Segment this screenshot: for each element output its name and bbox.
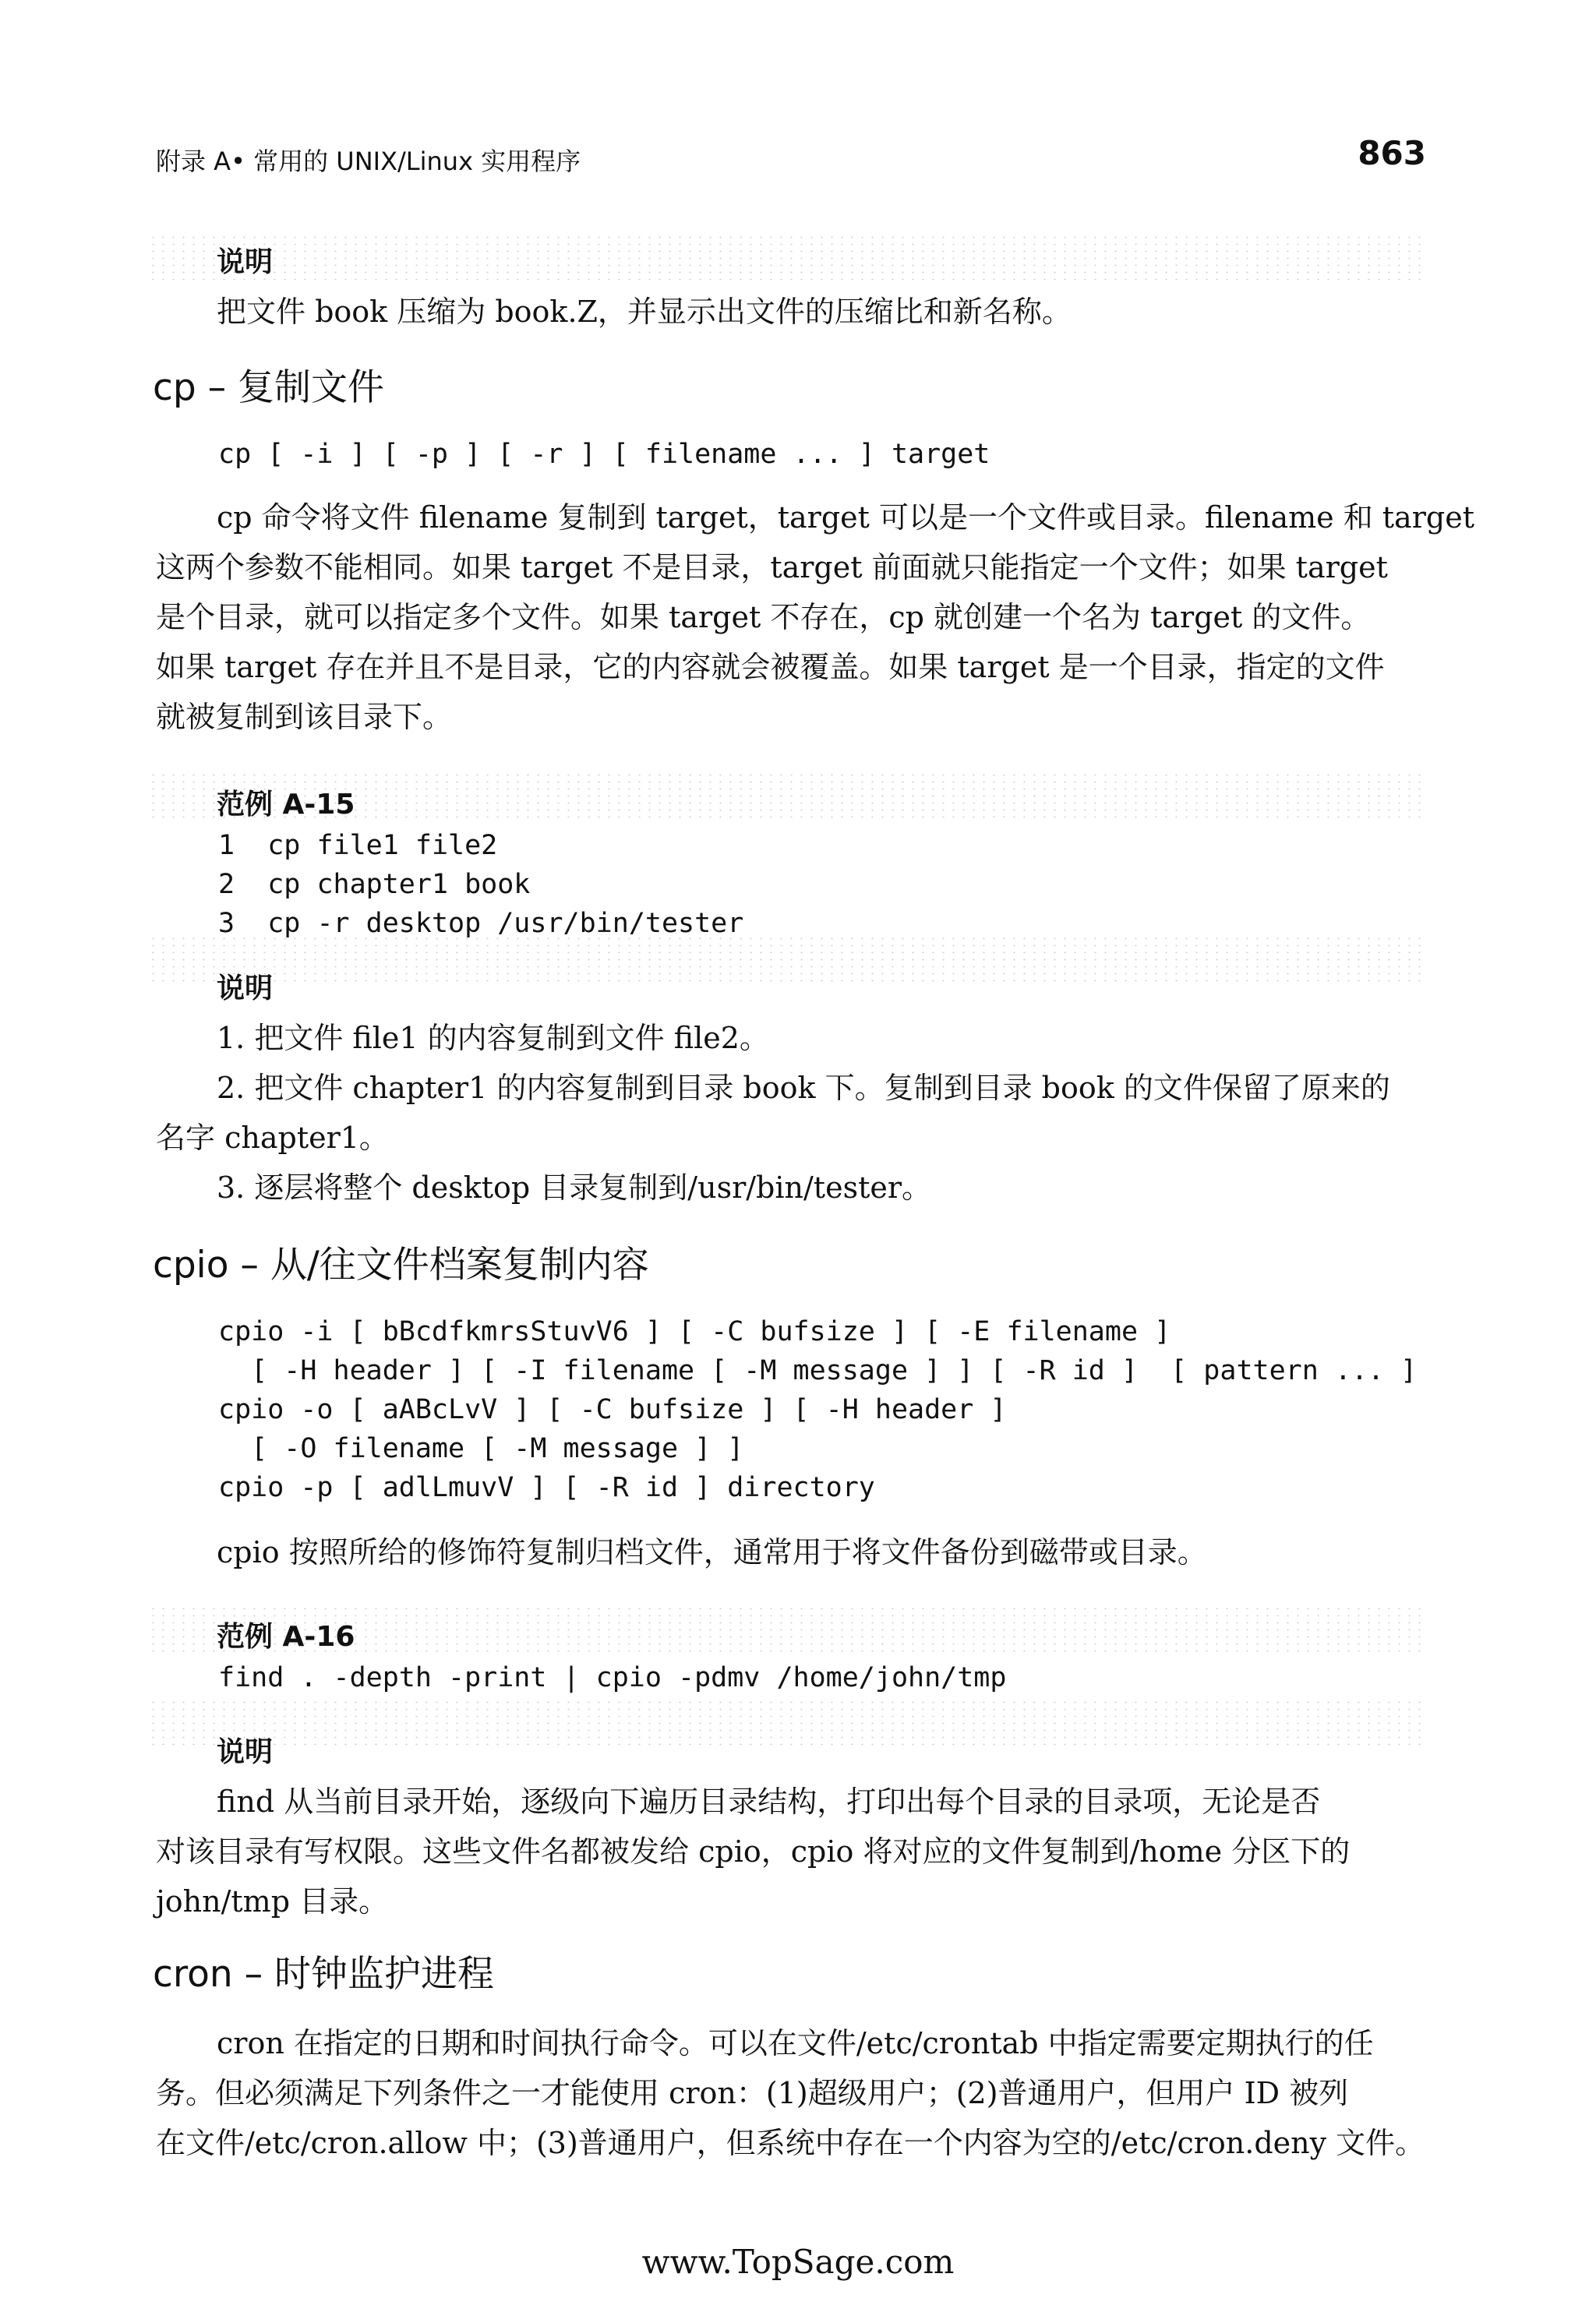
footer-watermark: www.TopSage.com (641, 2243, 955, 2281)
note-label: 说明 (217, 1736, 274, 1768)
command: cp -r desktop /usr/bin/tester (267, 908, 744, 939)
cpio-heading: cpio – 从/往文件档案复制内容 (153, 1244, 649, 1287)
cp-synopsis: cp [ -i ] [ -p ] [ -r ] [ filename ... ] target (218, 439, 990, 470)
running-title: 附录 A• 常用的 UNIX/Linux 实用程序 (156, 147, 581, 176)
example-label: 范例 A-15 (217, 789, 355, 821)
command: cp file1 file2 (267, 830, 498, 861)
cron-heading: cron – 时钟监护进程 (153, 1953, 495, 1996)
cp-heading: cp – 复制文件 (153, 366, 385, 409)
cpio-synopsis: cpio -i [ bBcdfkmrsStuvV6 ] [ -C bufsize ] [ -E filename ] [ -H header ] [ -I filename [ -M message ] ] [ -R id ] [ pattern ... ] cpio -o [ aABcLvV ] [ -C bufsize ] [ -H header ] [ -O filename [ -M message ] ] cpio -p [ adlLmuvV ] [ -R id ] directory (218, 1316, 1418, 1503)
command: cp chapter1 book (267, 869, 531, 900)
scan-noise (148, 1699, 1426, 1746)
cp-example-lines (218, 826, 743, 943)
cpio-example-command: find . -depth -print | cpio -pdmv /home/john/tmp (218, 1662, 1007, 1693)
scan-noise (148, 935, 1426, 982)
line-number: 3 (218, 908, 235, 939)
note-label: 说明 (217, 246, 274, 278)
running-header (156, 134, 1426, 181)
line-number: 1 (218, 830, 235, 861)
scan-noise (148, 234, 1426, 281)
cpio-description: cpio 按照所给的修饰符复制归档文件，通常用于将文件备份到磁带或目录。 (217, 1535, 1207, 1569)
cron-description: cron 在指定的日期和时间执行命令。可以在文件/etc/crontab 中指定需要定期执行的任 务。但必须满足下列条件之一才能使用 cron：(1)超级用户；(2)普通用户，但用户 ID 被列 在文件/etc/cron.allow 中；(3)普通用户，但系统中存在一个内容为空的/etc/cron.deny 文件。 (156, 2026, 1425, 2160)
line-number: 2 (218, 869, 235, 900)
note-label: 说明 (217, 973, 274, 1004)
page-number: 863 (1358, 134, 1426, 172)
cpio-note-text: find 从当前目录开始，逐级向下遍历目录结构，打印出每个目录的目录项，无论是否 对该目录有写权限。这些文件名都被发给 cpio，cpio 将对应的文件复制到/home 分区下的 john/tmp 目录。 (156, 1785, 1351, 1919)
example-label: 范例 A-16 (217, 1621, 355, 1653)
cp-note-text: 1. 把文件 file1 的内容复制到文件 file2。 2. 把文件 chapter1 的内容复制到目录 book 下。复制到目录 book 的文件保留了原来的 名字 chapter1。 3. 逐层将整个 desktop 目录复制到/usr/bin/tester。 (156, 1021, 1390, 1205)
cp-description: cp 命令将文件 filename 复制到 target，target 可以是一个文件或目录。filename 和 target 这两个参数不能相同。如果 target 不是目录，target 前面就只能指定一个文件；如果 target 是个目录，就可以指定多个文件。如果 target 不存在，cp 就创建一个名为 target 的文件。 如果 target 存在并且不是目录，它的内容就会被覆盖。如果 target 是一个目录，指定的文件 就被复制到该目录下。 (156, 500, 1474, 734)
compress-note-text: 把文件 book 压缩为 book.Z，并显示出文件的压缩比和新名称。 (217, 295, 1072, 329)
